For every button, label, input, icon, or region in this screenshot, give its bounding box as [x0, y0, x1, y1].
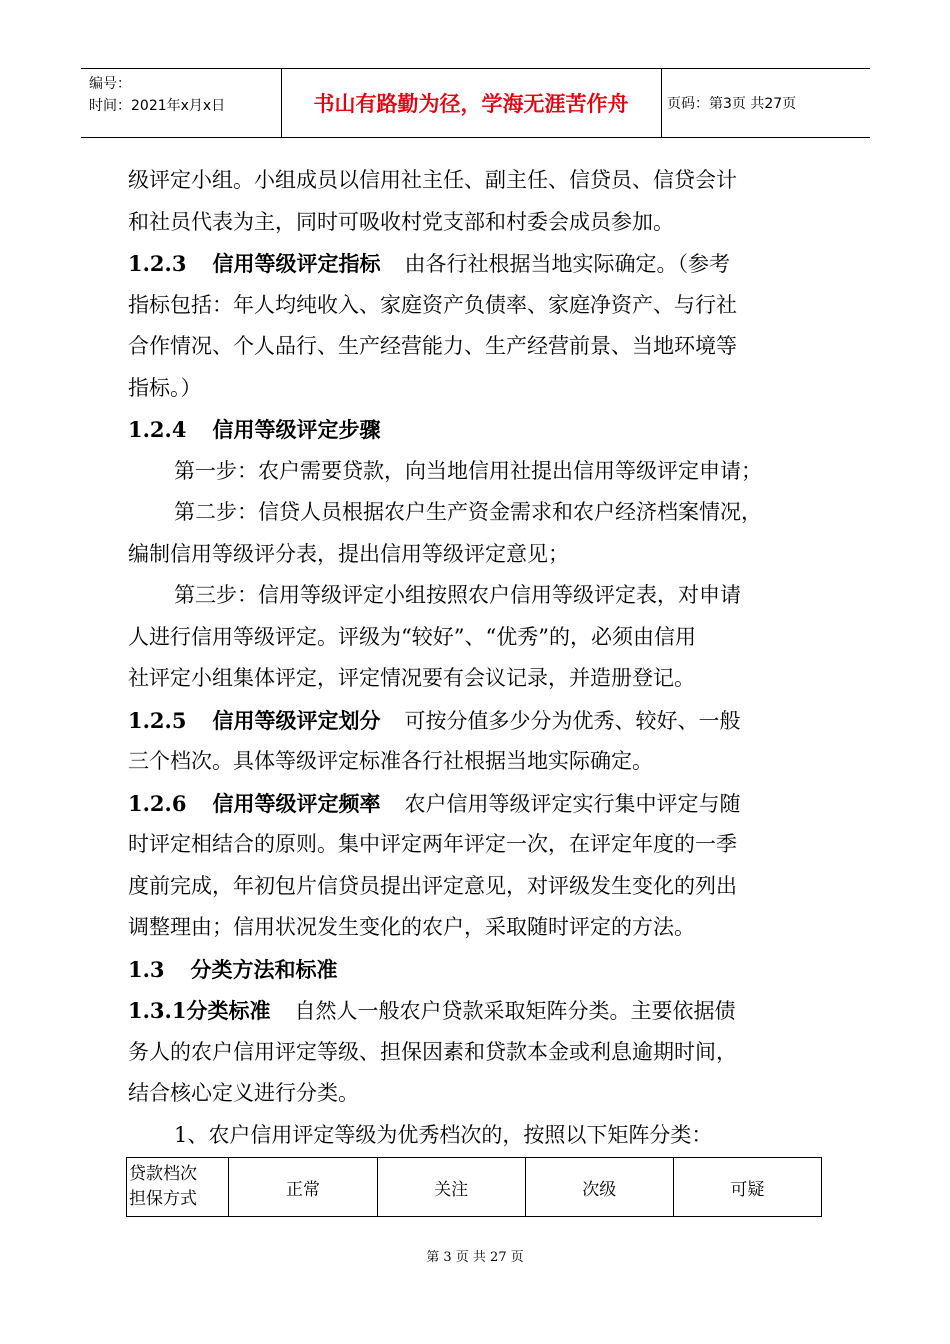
paragraph-line — [128, 824, 828, 866]
line-text: 第一步：农户需要贷款，向当地信用社提出信用等级评定申请； — [174, 458, 762, 483]
page-footer: 第 3 页 共 27 页 — [426, 1250, 524, 1265]
paragraph-line — [128, 451, 828, 493]
page-header — [81, 68, 870, 138]
line-text: 指标。） — [128, 375, 202, 400]
line-text: 结合核心定义进行分类。 — [128, 1081, 359, 1105]
section-heading-line — [128, 700, 828, 742]
section-title: 信用等级评定频率 — [212, 790, 381, 816]
line-text: 务人的农户信用评定等级、担保因素和贷款本金或利息逾期时间， — [128, 1039, 737, 1064]
section-number: 1.3.1 — [128, 998, 187, 1023]
line-text: 时评定相结合的原则。集中评定两年评定一次，在评定年度的一季 — [128, 832, 737, 856]
corner-label-top: 贷款档次 — [129, 1164, 197, 1184]
section-number: 1.2.6 — [128, 790, 187, 816]
section-title: 分类方法和标准 — [190, 956, 338, 982]
section-number: 1.2.5 — [128, 707, 187, 733]
section-heading-line — [128, 409, 828, 451]
document-number: 编号： — [89, 76, 131, 92]
line-text: 农户信用等级评定实行集中评定与随 — [404, 791, 741, 816]
paragraph-line — [128, 617, 828, 659]
section-heading-line — [128, 949, 828, 991]
corner-label-bottom: 担保方式 — [129, 1189, 197, 1209]
section-number: 1.2.4 — [128, 417, 187, 442]
section-title: 分类标准 — [186, 998, 271, 1023]
column-header-substandard: 次级 — [525, 1158, 673, 1217]
document-date: 时间：2021年x月x日 — [89, 98, 226, 114]
column-header-attention: 关注 — [377, 1158, 525, 1217]
line-text: 级评定小组。小组成员以信用社主任、副主任、信贷员、信贷会计 — [128, 168, 737, 192]
section-title: 信用等级评定划分 — [212, 707, 381, 733]
section-title: 信用等级评定指标 — [212, 251, 381, 276]
section-number: 1.3 — [128, 956, 165, 982]
line-text: 由各行社根据当地实际确定。（参考 — [404, 252, 730, 276]
header-page-number: 页码：第3页 共27页 — [667, 96, 797, 112]
paragraph-line — [128, 1032, 828, 1074]
document-body — [128, 160, 828, 1156]
paragraph-line — [128, 160, 828, 202]
paragraph-line — [128, 1115, 828, 1157]
section-number: 1.2.3 — [128, 251, 187, 276]
paragraph-line — [128, 202, 828, 244]
paragraph-line — [128, 907, 828, 949]
table-corner-cell — [127, 1158, 229, 1217]
header-divider — [661, 69, 662, 137]
paragraph-line — [128, 285, 828, 327]
paragraph-line — [128, 492, 828, 534]
line-text: 和社员代表为主，同时可吸收村党支部和村委会成员参加。 — [128, 209, 674, 234]
column-header-normal: 正常 — [229, 1158, 377, 1217]
paragraph-line — [128, 1073, 828, 1115]
line-text: 可按分值多少分为优秀、较好、一般 — [404, 708, 741, 733]
classification-matrix-table — [126, 1157, 822, 1217]
line-text: 度前完成，年初包片信贷员提出评定意见，对评级发生变化的列出 — [128, 873, 737, 898]
paragraph-line — [128, 534, 828, 576]
line-text: 第二步：信贷人员根据农户生产资金需求和农户经济档案情况， — [174, 500, 762, 524]
paragraph-line — [128, 741, 828, 783]
section-heading-line — [128, 990, 828, 1032]
section-title: 信用等级评定步骤 — [212, 417, 381, 442]
line-text: 自然人一般农户贷款采取矩阵分类。主要依据债 — [294, 999, 736, 1023]
line-text: 合作情况、个人品行、生产经营能力、生产经营前景、当地环境等 — [128, 334, 737, 358]
line-text: 调整理由；信用状况发生变化的农户，采取随时评定的方法。 — [128, 915, 695, 939]
line-text: 指标包括：年人均纯收入、家庭资产负债率、家庭净资产、与行社 — [128, 292, 737, 317]
paragraph-line — [128, 575, 828, 617]
paragraph-line — [128, 368, 828, 410]
paragraph-line — [128, 326, 828, 368]
header-motto: 书山有路勤为径，学海无涯苦作舟 — [313, 92, 629, 116]
line-text: 编制信用等级评分表，提出信用等级评定意见； — [128, 541, 569, 566]
paragraph-line — [128, 866, 828, 908]
line-text: 第三步：信用等级评定小组按照农户信用等级评定表，对申请 — [174, 583, 741, 607]
line-text: 三个档次。具体等级评定标准各行社根据当地实际确定。 — [128, 749, 653, 773]
line-text: 社评定小组集体评定，评定情况要有会议记录，并造册登记。 — [128, 666, 695, 690]
section-heading-line — [128, 243, 828, 285]
line-text: 人进行信用等级评定。评级为“较好”、“优秀”的，必须由信用 — [128, 624, 696, 649]
section-heading-line — [128, 783, 828, 825]
table-row — [127, 1158, 822, 1217]
header-meta — [81, 69, 281, 137]
column-header-doubtful: 可疑 — [673, 1158, 821, 1217]
line-text: 1、农户信用评定等级为优秀档次的，按照以下矩阵分类： — [174, 1122, 713, 1147]
paragraph-line — [128, 658, 828, 700]
